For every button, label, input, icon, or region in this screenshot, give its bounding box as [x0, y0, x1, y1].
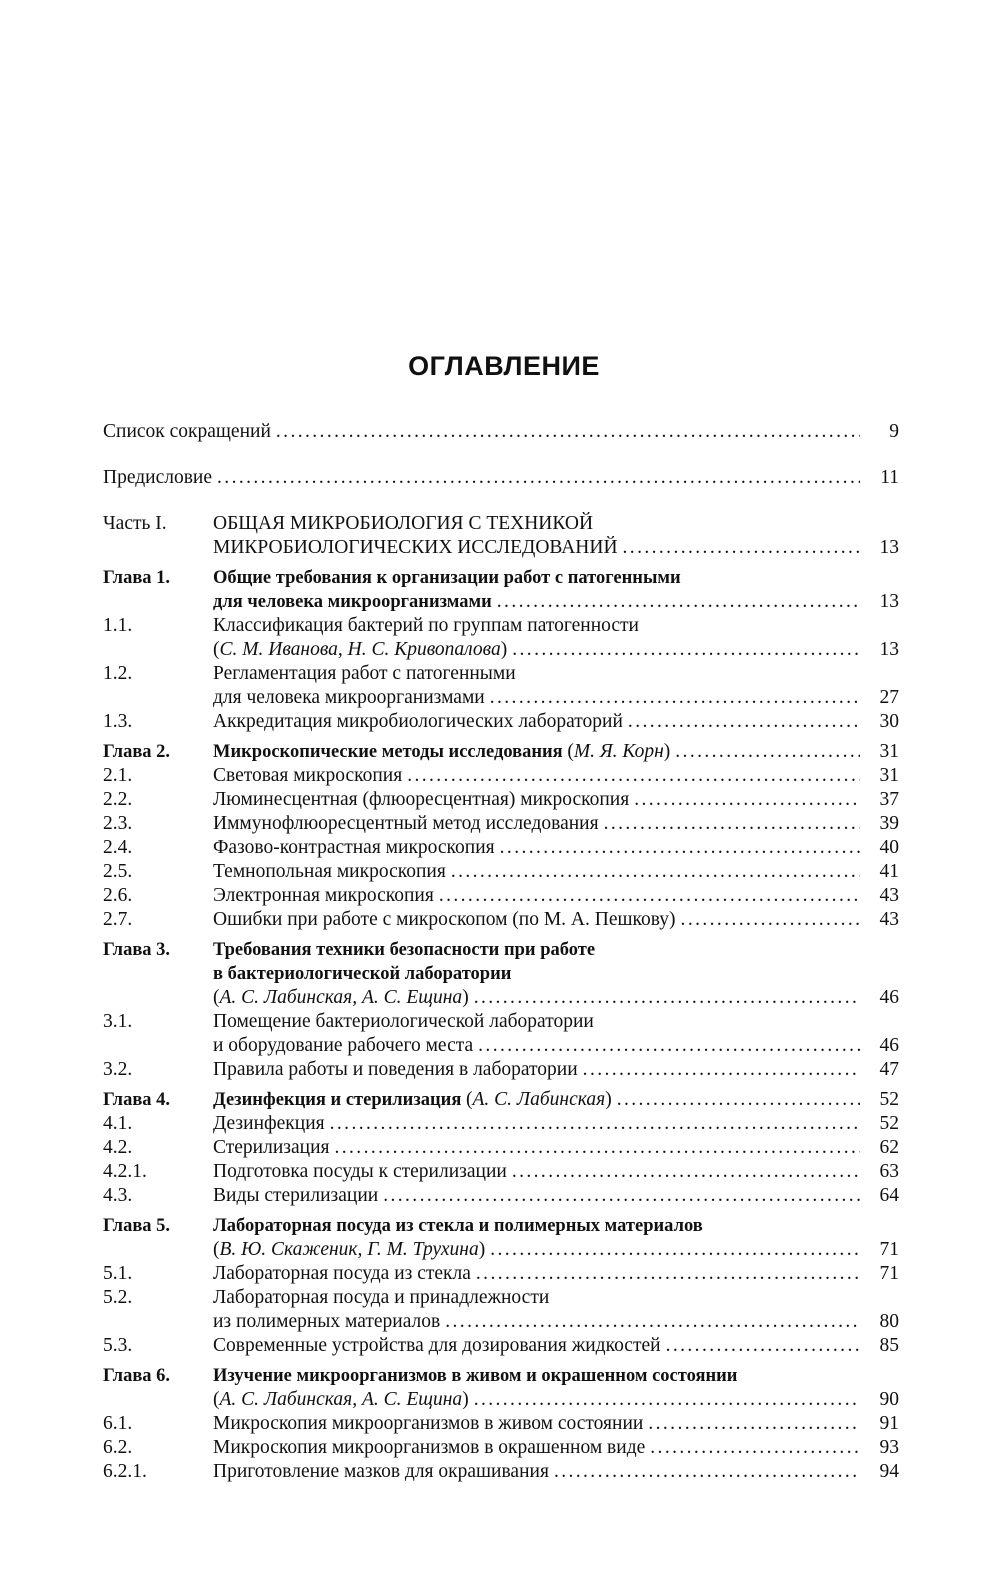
toc-title — [213, 1364, 737, 1388]
toc-page-number[interactable]: 85 — [879, 1335, 899, 1356]
toc-title — [213, 836, 495, 860]
toc-entry-body — [213, 1460, 899, 1484]
toc-title-text: ОБЩАЯ МИКРОБИОЛОГИЯ С ТЕХНИКОЙ — [213, 513, 594, 534]
toc-title-text: Правила работы и поведения в лаборатории — [213, 1059, 578, 1080]
toc-title — [213, 1310, 440, 1334]
toc-number: 6.2.1. — [103, 1461, 147, 1482]
toc-line — [213, 1460, 899, 1484]
toc-title — [213, 566, 681, 590]
toc-title — [213, 962, 511, 986]
toc-title — [213, 1214, 703, 1238]
toc-number: 1.1. — [103, 615, 133, 636]
dot-leader — [490, 686, 860, 710]
toc-title-text: Приготовление мазков для окрашивания — [213, 1461, 549, 1482]
toc-line — [213, 686, 899, 710]
toc-title — [213, 590, 492, 614]
toc-line — [213, 1112, 899, 1136]
toc-number: 2.2. — [103, 789, 133, 810]
toc-number: 6.2. — [103, 1437, 133, 1458]
toc-number: 1.2. — [103, 663, 133, 684]
toc-section[interactable] — [103, 662, 899, 710]
toc-front-matter[interactable] — [103, 466, 899, 490]
toc-section[interactable] — [103, 1262, 899, 1286]
toc-page-number[interactable]: 41 — [879, 861, 899, 882]
toc-line — [213, 812, 899, 836]
toc-title-text: Ошибки при работе с микроскопом (по М. А. Пешкову) — [213, 909, 676, 930]
toc-page-number[interactable]: 63 — [879, 1161, 899, 1182]
toc-entry-body — [213, 1112, 899, 1136]
toc-line — [213, 788, 899, 812]
toc-title — [213, 638, 507, 662]
toc-title-text: Фазово-контрастная микроскопия — [213, 837, 495, 858]
toc-number: Часть I. — [103, 513, 167, 534]
toc-part[interactable] — [103, 512, 899, 560]
dot-leader — [500, 836, 860, 860]
toc-number: 2.6. — [103, 885, 133, 906]
toc-number: 4.2.1. — [103, 1161, 147, 1182]
dot-leader — [334, 1136, 860, 1160]
toc-title-text: Микроскопические методы исследования — [213, 742, 568, 762]
toc-section[interactable] — [103, 836, 899, 860]
toc-title-text: из полимерных материалов — [213, 1311, 441, 1332]
toc-number: 1.3. — [103, 711, 133, 732]
toc-title — [213, 1160, 507, 1184]
toc-title — [213, 1010, 594, 1034]
toc-section[interactable] — [103, 1160, 899, 1184]
toc-line — [213, 1238, 899, 1262]
toc-title-text: Темнопольная микроскопия — [213, 861, 446, 882]
toc-title-text: в бактериологической лаборатории — [213, 964, 512, 984]
toc-section[interactable] — [103, 1058, 899, 1082]
toc-title-text: Подготовка посуды к стерилизации — [213, 1161, 507, 1182]
paren-open: ( — [213, 1239, 220, 1260]
toc-section[interactable] — [103, 812, 899, 836]
toc-title-text: Лабораторная посуда из стекла и полимерных материалов — [213, 1216, 703, 1236]
toc-number: 5.3. — [103, 1335, 133, 1356]
toc-entry-body — [213, 614, 899, 662]
toc-title — [103, 420, 271, 444]
toc-section[interactable] — [103, 1112, 899, 1136]
toc-entry-body — [213, 764, 899, 788]
dot-leader — [650, 1436, 860, 1460]
dot-leader — [512, 638, 860, 662]
paren-open: ( — [213, 1389, 220, 1410]
toc-page-number[interactable]: 93 — [879, 1437, 899, 1458]
toc-title-text: Аккредитация микробиологических лабораторий — [213, 711, 623, 732]
toc-title — [213, 1112, 325, 1136]
toc-line — [213, 938, 899, 962]
toc-title-text: Помещение бактериологической лаборатории — [213, 1011, 594, 1032]
toc-page-number[interactable]: 71 — [879, 1239, 899, 1260]
toc-line — [103, 420, 899, 444]
toc-line — [213, 1364, 899, 1388]
toc-chapter[interactable] — [103, 1364, 899, 1412]
toc-number: 4.1. — [103, 1113, 133, 1134]
dot-leader — [276, 420, 860, 444]
toc-number: 2.1. — [103, 765, 133, 786]
toc-entry-body — [213, 812, 899, 836]
toc-section[interactable] — [103, 1184, 899, 1208]
toc-line — [213, 536, 899, 560]
toc-entry-body — [213, 740, 899, 764]
toc-section[interactable] — [103, 860, 899, 884]
toc-line — [213, 740, 899, 764]
toc-title — [213, 614, 639, 638]
toc-title — [213, 908, 676, 932]
toc-authors: М. Я. Корн — [573, 741, 664, 762]
toc-title — [213, 860, 446, 884]
toc-page-number[interactable]: 27 — [879, 687, 899, 708]
paren-close: ) — [478, 1239, 486, 1260]
toc-page-number[interactable]: 39 — [879, 813, 899, 834]
toc-page-number[interactable]: 43 — [879, 909, 899, 930]
toc-line — [213, 710, 899, 734]
toc-page-number[interactable]: 31 — [879, 765, 899, 786]
toc-line — [213, 836, 899, 860]
toc-title-text: и оборудование рабочего места — [213, 1035, 474, 1056]
toc-entry-body — [213, 1262, 899, 1286]
toc-page-number[interactable]: 13 — [879, 537, 899, 558]
dot-leader — [407, 764, 860, 788]
paren-close: ) — [663, 741, 671, 762]
toc-line — [213, 1034, 899, 1058]
toc-line — [213, 986, 899, 1010]
dot-leader — [628, 710, 860, 734]
dot-leader — [474, 986, 860, 1010]
toc-page-number[interactable]: 80 — [879, 1311, 899, 1332]
toc-number: Глава 5. — [103, 1216, 171, 1236]
toc-entry-body — [213, 1364, 899, 1412]
dot-leader — [330, 1112, 860, 1136]
toc-authors: С. М. Иванова, Н. С. Кривопалова — [219, 639, 501, 660]
toc-title — [213, 1262, 471, 1286]
toc-title — [213, 884, 434, 908]
toc-line — [213, 1160, 899, 1184]
toc-line — [213, 962, 899, 986]
toc-entry-body — [213, 1136, 899, 1160]
toc-chapter[interactable] — [103, 938, 899, 1010]
toc-number: 3.2. — [103, 1059, 133, 1080]
toc-title — [213, 1058, 578, 1082]
toc-title-text: Иммунофлюоресцентный метод исследования — [213, 813, 599, 834]
toc-line — [213, 1136, 899, 1160]
toc-entry-body — [213, 788, 899, 812]
toc-title-text: Электронная микроскопия — [213, 885, 434, 906]
toc-title — [213, 1034, 473, 1058]
toc-line — [213, 1412, 899, 1436]
toc-title-text: Стерилизация — [213, 1137, 330, 1158]
paren-close: ) — [605, 1089, 612, 1110]
toc-page-number[interactable]: 91 — [879, 1413, 899, 1434]
toc-authors: А. С. Лабинская, А. С. Ещина — [219, 987, 463, 1008]
toc-title-text: Виды стерилизации — [213, 1185, 379, 1206]
toc-line — [213, 662, 899, 686]
paren-open: ( — [213, 987, 220, 1008]
toc-title-text: Дезинфекция — [213, 1113, 325, 1134]
toc-page-number[interactable]: 52 — [879, 1089, 899, 1110]
toc-title-text: Лабораторная посуда из стекла — [213, 1263, 471, 1284]
toc-title-text: Предисловие — [103, 467, 213, 488]
table-of-contents — [103, 420, 899, 1484]
toc-entry-body — [213, 1058, 899, 1082]
dot-leader — [634, 788, 860, 812]
toc-title-text: Регламентация работ с патогенными — [213, 663, 516, 684]
toc-number: 2.4. — [103, 837, 133, 858]
toc-line — [213, 590, 899, 614]
toc-section[interactable] — [103, 1334, 899, 1358]
toc-line — [213, 1058, 899, 1082]
dot-leader — [666, 1334, 860, 1358]
toc-number: Глава 6. — [103, 1366, 171, 1386]
toc-title-text: Требования техники безопасности при работе — [213, 940, 596, 960]
toc-line — [103, 466, 899, 490]
dot-leader — [445, 1310, 860, 1334]
toc-title — [213, 1412, 643, 1436]
toc-line — [213, 614, 899, 638]
toc-front-matter[interactable] — [103, 420, 899, 444]
toc-line — [213, 764, 899, 788]
toc-title — [213, 1286, 549, 1310]
toc-title — [213, 986, 469, 1010]
toc-title — [213, 1136, 329, 1160]
toc-page-number[interactable]: 64 — [879, 1185, 899, 1206]
toc-line — [213, 1334, 899, 1358]
toc-title-text: Световая микроскопия — [213, 765, 403, 786]
dot-leader — [604, 812, 860, 836]
toc-line — [213, 638, 899, 662]
dot-leader — [478, 1034, 860, 1058]
page-title: ОГЛАВЛЕНИЕ — [408, 351, 600, 381]
dot-leader — [681, 908, 860, 932]
toc-section[interactable] — [103, 908, 899, 932]
toc-entry-body — [213, 836, 899, 860]
toc-chapter[interactable] — [103, 740, 899, 764]
toc-section[interactable] — [103, 884, 899, 908]
toc-title — [213, 1334, 661, 1358]
toc-page-number[interactable]: 52 — [879, 1113, 899, 1134]
toc-section[interactable] — [103, 1286, 899, 1334]
toc-page-number[interactable]: 13 — [879, 639, 899, 660]
toc-line — [213, 908, 899, 932]
dot-leader — [675, 740, 860, 764]
toc-entry-body — [213, 1010, 899, 1058]
toc-line — [213, 1010, 899, 1034]
toc-title-text: Микроскопия микроорганизмов в живом состоянии — [213, 1413, 644, 1434]
toc-page-number[interactable]: 46 — [879, 987, 899, 1008]
toc-entry-body — [213, 1088, 899, 1112]
toc-title-text: ( — [213, 639, 220, 660]
toc-number: 3.1. — [103, 1011, 133, 1032]
toc-authors: В. Ю. Скаженик, Г. М. Трухина — [219, 1239, 479, 1260]
toc-number: Глава 3. — [103, 940, 171, 960]
toc-title — [213, 788, 629, 812]
dot-leader — [623, 536, 860, 560]
dot-leader — [583, 1058, 860, 1082]
toc-entry-body — [213, 938, 899, 1010]
toc-number: 5.1. — [103, 1263, 133, 1284]
toc-title — [213, 1436, 645, 1460]
toc-title-text: Современные устройства для дозирования жидкостей — [213, 1335, 661, 1356]
dot-leader — [476, 1262, 860, 1286]
toc-number: 2.7. — [103, 909, 133, 930]
toc-page-number[interactable]: 40 — [879, 837, 899, 858]
toc-number: 6.1. — [103, 1413, 133, 1434]
dot-leader — [474, 1388, 860, 1412]
toc-page-number[interactable]: 11 — [880, 467, 899, 488]
toc-entry-body — [103, 466, 899, 490]
toc-title — [213, 710, 623, 734]
toc-line — [213, 1310, 899, 1334]
dot-leader — [490, 1238, 860, 1262]
toc-line — [213, 1184, 899, 1208]
toc-line — [213, 884, 899, 908]
toc-title — [213, 512, 593, 536]
toc-section[interactable] — [103, 1010, 899, 1058]
toc-title-text: Лабораторная посуда и принадлежности — [213, 1287, 550, 1308]
toc-section[interactable] — [103, 1412, 899, 1436]
toc-title — [213, 536, 618, 560]
toc-title — [213, 740, 670, 764]
dot-leader — [497, 590, 860, 614]
toc-title — [213, 1088, 612, 1112]
toc-title — [213, 938, 595, 962]
toc-line — [213, 860, 899, 884]
toc-number: 4.2. — [103, 1137, 133, 1158]
toc-title — [213, 1184, 378, 1208]
toc-number: Глава 2. — [103, 742, 171, 762]
dot-leader — [648, 1412, 860, 1436]
paren-open: ( — [567, 741, 574, 762]
toc-entry-body — [213, 1334, 899, 1358]
toc-section[interactable] — [103, 1136, 899, 1160]
toc-page-number[interactable]: 9 — [889, 421, 899, 442]
toc-line — [213, 1286, 899, 1310]
toc-entry-body — [213, 1184, 899, 1208]
toc-entry-body — [213, 1412, 899, 1436]
toc-authors: А. С. Лабинская — [472, 1089, 606, 1110]
dot-leader — [217, 466, 860, 490]
toc-entry-body — [213, 662, 899, 710]
toc-title — [213, 1388, 469, 1412]
toc-title — [213, 1460, 549, 1484]
toc-chapter[interactable] — [103, 1214, 899, 1262]
toc-entry-body — [213, 1214, 899, 1262]
dot-leader — [451, 860, 860, 884]
dot-leader — [512, 1160, 860, 1184]
toc-number: 4.3. — [103, 1185, 133, 1206]
toc-entry-body — [103, 420, 899, 444]
dot-leader — [617, 1088, 860, 1112]
toc-title-text: Изучение микроорганизмов в живом и окрашенном состоянии — [213, 1366, 738, 1386]
dot-leader — [383, 1184, 860, 1208]
toc-page-number[interactable]: 62 — [879, 1137, 899, 1158]
toc-authors: А. С. Лабинская, А. С. Ещина — [219, 1389, 463, 1410]
toc-title — [213, 764, 402, 788]
toc-title — [103, 466, 212, 490]
paren-open: ( — [465, 1089, 473, 1110]
toc-line — [213, 1088, 899, 1112]
toc-page-number[interactable]: 94 — [879, 1461, 899, 1482]
toc-title-text: Список сокращений — [103, 421, 271, 442]
toc-entry-body — [213, 566, 899, 614]
toc-line — [213, 566, 899, 590]
toc-entry-body — [213, 860, 899, 884]
toc-title — [213, 662, 516, 686]
toc-title-text: Общие требования к организации работ с патогенными — [213, 568, 681, 588]
toc-page-number[interactable]: 71 — [879, 1263, 899, 1284]
paren-close: ) — [462, 987, 469, 1008]
toc-section[interactable] — [103, 614, 899, 662]
toc-section[interactable] — [103, 1460, 899, 1484]
toc-title-text: Микроскопия микроорганизмов в окрашенном виде — [213, 1437, 646, 1458]
toc-number: 2.3. — [103, 813, 133, 834]
toc-page-number[interactable]: 37 — [879, 789, 899, 810]
toc-number: Глава 1. — [103, 568, 171, 588]
toc-title-text: Люминесцентная (флюоресцентная) микроскопия — [213, 789, 630, 810]
toc-section[interactable] — [103, 764, 899, 788]
toc-page-number[interactable]: 47 — [879, 1059, 899, 1080]
toc-title-text: МИКРОБИОЛОГИЧЕСКИХ ИССЛЕДОВАНИЙ — [213, 537, 618, 558]
dot-leader — [439, 884, 860, 908]
toc-title-text: Классификация бактерий по группам патогенности — [213, 615, 639, 636]
toc-title-text: Дезинфекция и стерилизация — [213, 1090, 466, 1110]
toc-chapter[interactable] — [103, 1088, 899, 1112]
paren-close: ) — [462, 1389, 469, 1410]
toc-entry-body — [213, 710, 899, 734]
toc-line — [213, 1388, 899, 1412]
toc-line — [213, 1214, 899, 1238]
toc-page-number[interactable]: 46 — [879, 1035, 899, 1056]
toc-chapter[interactable] — [103, 566, 899, 614]
toc-entry-body — [213, 884, 899, 908]
toc-entry-body — [213, 1286, 899, 1334]
toc-line — [213, 1262, 899, 1286]
toc-section[interactable] — [103, 1436, 899, 1460]
toc-title-text: для человека микроорганизмами — [213, 687, 485, 708]
toc-entry-body — [213, 1160, 899, 1184]
toc-number: 2.5. — [103, 861, 133, 882]
toc-page-number[interactable]: 90 — [879, 1389, 899, 1410]
toc-section[interactable] — [103, 710, 899, 734]
toc-number: 5.2. — [103, 1287, 133, 1308]
toc-page-number[interactable]: 43 — [879, 885, 899, 906]
toc-entry-body — [213, 1436, 899, 1460]
paren-close: ) — [500, 639, 508, 660]
toc-page-number[interactable]: 13 — [879, 591, 899, 612]
dot-leader — [554, 1460, 860, 1484]
toc-entry-body — [213, 512, 899, 560]
toc-entry-body — [213, 908, 899, 932]
toc-section[interactable] — [103, 788, 899, 812]
toc-line — [213, 1436, 899, 1460]
toc-title — [213, 812, 599, 836]
toc-page-number[interactable]: 31 — [879, 741, 899, 762]
toc-page-number[interactable]: 30 — [879, 711, 899, 732]
toc-title-text: для человека микроорганизмами — [213, 592, 492, 612]
toc-title — [213, 1238, 485, 1262]
toc-title — [213, 686, 485, 710]
toc-line — [213, 512, 899, 536]
toc-number: Глава 4. — [103, 1090, 171, 1110]
